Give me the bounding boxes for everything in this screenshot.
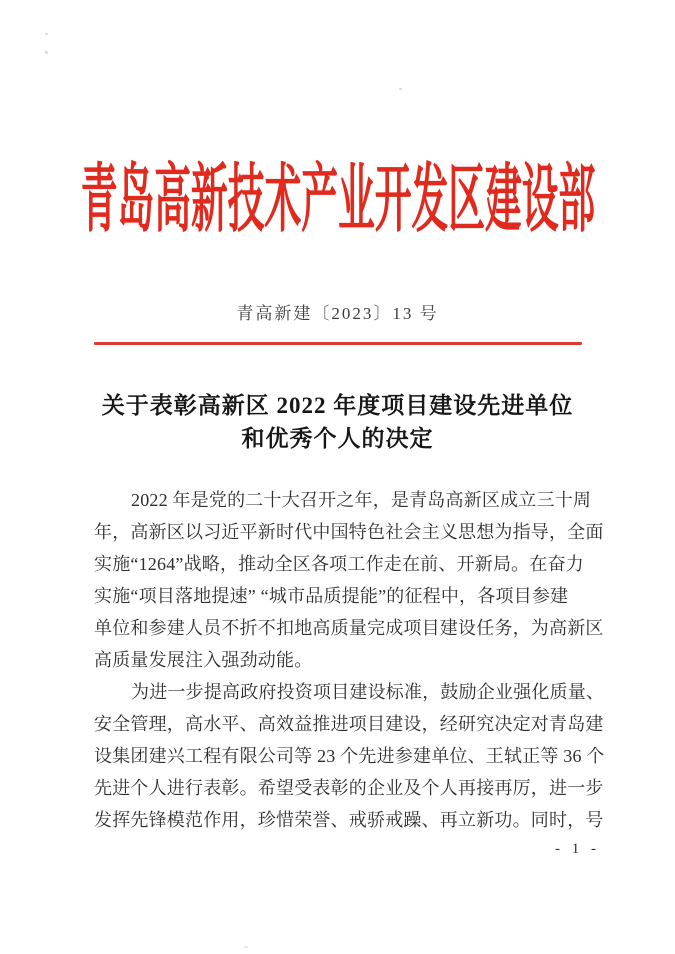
body-text-line: 2022 年是党的二十大召开之年，是青岛高新区成立三十周 xyxy=(131,490,592,510)
scan-speck xyxy=(399,88,402,90)
page-number: - 1 - xyxy=(555,841,600,857)
body-text-line: 年，高新区以习近平新时代中国特色社会主义思想为指导，全面 xyxy=(94,522,604,542)
body-text-line: 单位和参建人员不折不扣地高质量完成项目建设任务，为高新区 xyxy=(94,618,604,638)
body-text-line: 高质量发展注入强劲动能。 xyxy=(94,650,313,670)
body-text-line: 安全管理，高水平、高效益推进项目建设，经研究决定对青岛建 xyxy=(94,714,604,734)
document-title-line1: 关于表彰高新区 2022 年度项目建设先进单位 xyxy=(101,393,574,418)
letterhead xyxy=(0,146,675,256)
body-text-line: 设集团建兴工程有限公司等 23 个先进参建单位、王轼正等 36 个 xyxy=(94,746,605,766)
body-text-line: 发挥先锋模范作用，珍惜荣誉、戒骄戒躁、再立新功。同时，号 xyxy=(94,810,604,830)
scan-speck xyxy=(45,51,48,54)
body-text-line: 为进一步提高政府投资项目建设标准，鼓励企业强化质量、 xyxy=(131,682,605,702)
document-title-line2: 和优秀个人的决定 xyxy=(241,426,434,451)
scan-speck xyxy=(45,33,48,35)
scan-speck xyxy=(244,946,248,948)
document-number: 青高新建〔2023〕13 号 xyxy=(236,304,439,323)
red-divider-line xyxy=(94,342,582,345)
document-body xyxy=(94,484,605,836)
body-text-line: 先进个人进行表彰。希望受表彰的企业及个人再接再厉，进一步 xyxy=(94,778,604,798)
body-text-line: 实施“项目落地提速” “城市品质提能”的征程中，各项目参建 xyxy=(94,586,569,606)
agency-name: 青岛高新技术产业开发区建设部 xyxy=(80,159,595,242)
body-text-line: 实施“1264”战略，推动全区各项工作走在前、开新局。在奋力 xyxy=(94,554,584,574)
document-title xyxy=(0,389,675,455)
